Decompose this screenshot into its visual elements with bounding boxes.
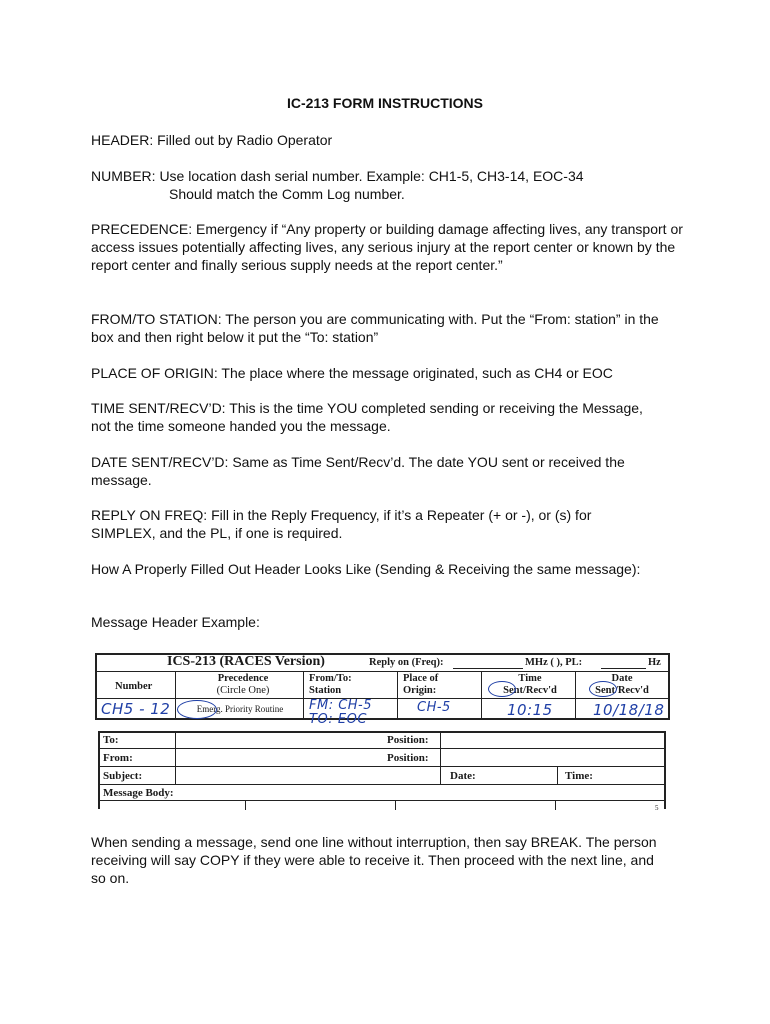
date-sent-circle xyxy=(589,681,617,697)
form-mhz-label: MHz ( ), PL: xyxy=(525,657,583,668)
form-col-time: Time xyxy=(518,673,542,684)
form-col-number: Number xyxy=(115,681,153,692)
reply-freq-instruction: REPLY ON FREQ: Fill in the Reply Frequency, if it’s a Repeater (+ or -), or (s) for SIMPLEX, and the PL, if one is required. xyxy=(91,507,592,541)
sending-instruction: When sending a message, send one line without interruption, then say BREAK. The person receiving will say COPY if they were able to receive it. Then proceed with the next line, and so on. xyxy=(91,834,657,886)
form-col-precedence-sub: (Circle One) xyxy=(216,685,270,696)
hw-from: FM: CH-5 xyxy=(309,698,373,713)
form-time-label: Time: xyxy=(565,770,593,782)
form-page-number: 5 xyxy=(655,804,659,812)
hw-number: CH5 - 12 xyxy=(101,700,171,718)
number-instruction-line2: Should match the Comm Log number. xyxy=(169,186,405,202)
form-col-date-sub: Sent/Recv'd xyxy=(595,685,649,696)
form-message-body-label: Message Body: xyxy=(103,787,174,799)
form-subject-label: Subject: xyxy=(103,770,143,782)
form-position1-label: Position: xyxy=(387,734,429,746)
form-col-from-to: From/To: xyxy=(309,673,352,684)
time-sent-instruction: TIME SENT/RECV’D: This is the time YOU completed sending or receiving the Message, not the time someone handed you the message. xyxy=(91,400,643,434)
form-col-place: Place of xyxy=(403,673,439,684)
header-instruction: HEADER: Filled out by Radio Operator xyxy=(91,132,333,148)
ics213-form-image xyxy=(95,648,670,816)
form-col-station: Station xyxy=(309,685,342,696)
form-from-label: From: xyxy=(103,752,133,764)
how-header-text: How A Properly Filled Out Header Looks Like (Sending & Receiving the same message): xyxy=(91,561,641,577)
hw-date: 10/18/18 xyxy=(593,701,665,719)
hw-to: TO: EOC xyxy=(309,712,367,727)
example-label: Message Header Example: xyxy=(91,614,260,630)
form-col-origin: Origin: xyxy=(403,685,437,696)
hw-time: 10:15 xyxy=(507,701,553,719)
hw-place: CH-5 xyxy=(417,700,451,715)
number-instruction-line1: NUMBER: Use location dash serial number. Example: CH1-5, CH3-14, EOC-34 xyxy=(91,168,584,184)
form-position2-label: Position: xyxy=(387,752,429,764)
form-hz-label: Hz xyxy=(648,657,661,668)
time-sent-circle xyxy=(488,681,516,697)
form-col-date: Date xyxy=(611,673,633,684)
form-title: ICS-213 (RACES Version) xyxy=(167,654,325,669)
emergency-circle xyxy=(177,700,217,719)
form-col-time-sub: Sent/Recv'd xyxy=(503,685,557,696)
number-instruction xyxy=(91,167,691,203)
document-title: IC-213 FORM INSTRUCTIONS xyxy=(286,95,483,111)
place-origin-instruction: PLACE OF ORIGIN: The place where the message originated, such as CH4 or EOC xyxy=(91,365,613,381)
form-col-precedence: Precedence xyxy=(217,673,269,684)
form-date-label: Date: xyxy=(450,770,476,782)
from-to-instruction: FROM/TO STATION: The person you are communicating with. Put the “From: station” in the box and then right below it put the “To: station” xyxy=(91,311,659,345)
form-reply-on-label: Reply on (Freq): xyxy=(369,657,444,668)
precedence-instruction: PRECEDENCE: Emergency if “Any property or building damage affecting lives, any transport or access issues potentially affecting lives, any serious injury at the report center or known by the report center and finally serious supply needs at the report center.” xyxy=(91,221,683,273)
form-to-label: To: xyxy=(103,734,119,746)
form-precedence-options: Emerg. Priority Routine xyxy=(196,704,284,714)
date-sent-instruction: DATE SENT/RECV’D: Same as Time Sent/Recv’d. The date YOU sent or received the message. xyxy=(91,454,625,488)
